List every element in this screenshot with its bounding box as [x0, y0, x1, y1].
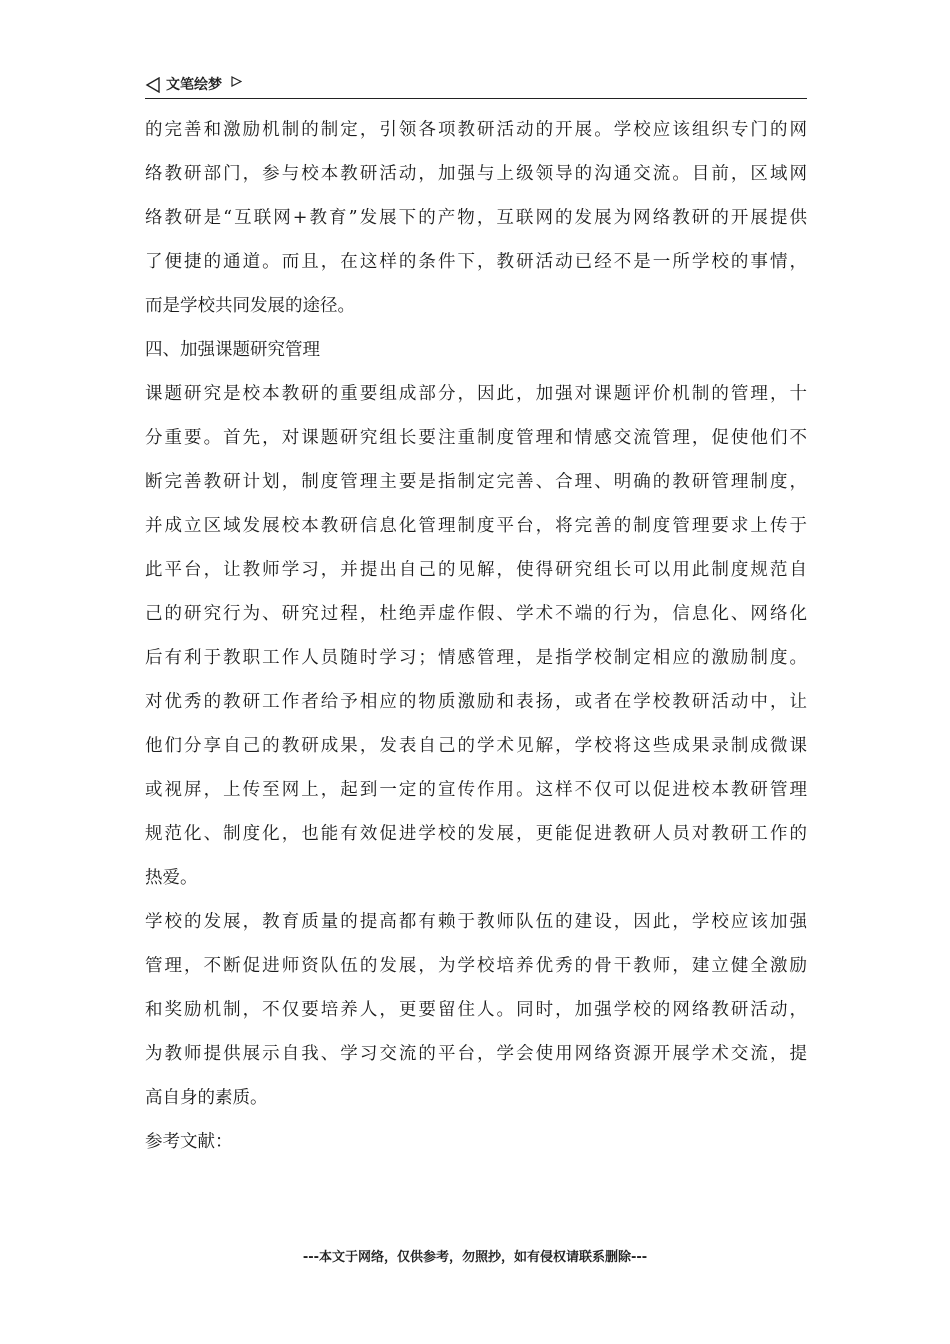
text-line: 管理，不断促进师资队伍的发展，为学校培养优秀的骨干教师，建立健全激励 [145, 956, 807, 976]
header-title: 文笔绘梦 [166, 77, 222, 93]
text-line: 为教师提供展示自我、学习交流的平台，学会使用网络资源开展学术交流，提 [145, 1044, 807, 1064]
text-line: 学校的发展，教育质量的提高都有赖于教师队伍的建设，因此，学校应该加强 [145, 912, 807, 932]
page-footer: ---本文于网络，仅供参考，勿照抄，如有侵权请联系删除--- [302, 1250, 648, 1265]
document-body [145, 108, 807, 1164]
text-line: 对优秀的教研工作者给予相应的物质激励和表扬，或者在学校教研活动中，让 [145, 692, 807, 712]
references-heading: 参考文献： [145, 1132, 233, 1152]
text-line: 此平台，让教师学习，并提出自己的见解，使得研究组长可以用此制度规范自 [145, 560, 807, 580]
text-line: 高自身的素质。 [145, 1088, 268, 1108]
text-line: 己的研究行为、研究过程，杜绝弄虚作假、学术不端的行为，信息化、网络化 [145, 604, 807, 624]
text-line: 了便捷的通道。而且，在这样的条件下，教研活动已经不是一所学校的事情， [145, 252, 807, 272]
text-line: 分重要。首先，对课题研究组长要注重制度管理和情感交流管理，促使他们不 [145, 428, 807, 448]
text-line: 和奖励机制，不仅要培养人，更要留住人。同时，加强学校的网络教研活动， [145, 1000, 807, 1020]
right-triangle-icon [231, 76, 242, 87]
text-line: 的完善和激励机制的制定，引领各项教研活动的开展。学校应该组织专门的网 [145, 120, 807, 140]
text-line: 而是学校共同发展的途径。 [145, 296, 355, 316]
text-line: 并成立区域发展校本教研信息化管理制度平台，将完善的制度管理要求上传于 [145, 516, 807, 536]
text-line: 热爱。 [145, 868, 198, 888]
text-line: 络教研是“互联网+教育”发展下的产物，互联网的发展为网络教研的开展提供 [145, 208, 807, 228]
section-heading: 四、加强课题研究管理 [145, 340, 320, 360]
page-header [145, 74, 807, 99]
text-line: 他们分享自己的教研成果，发表自己的学术见解，学校将这些成果录制成微课 [145, 736, 807, 756]
text-line: 后有利于教职工作人员随时学习；情感管理，是指学校制定相应的激励制度。 [145, 648, 807, 668]
left-triangle-icon [145, 77, 161, 93]
text-line: 断完善教研计划，制度管理主要是指制定完善、合理、明确的教研管理制度， [145, 472, 807, 492]
text-line: 络教研部门，参与校本教研活动，加强与上级领导的沟通交流。目前，区域网 [145, 164, 807, 184]
text-line: 或视屏，上传至网上，起到一定的宣传作用。这样不仅可以促进校本教研管理 [145, 780, 807, 800]
text-line: 课题研究是校本教研的重要组成部分，因此，加强对课题评价机制的管理，十 [145, 384, 807, 404]
text-line: 规范化、制度化，也能有效促进学校的发展，更能促进教研人员对教研工作的 [145, 824, 807, 844]
